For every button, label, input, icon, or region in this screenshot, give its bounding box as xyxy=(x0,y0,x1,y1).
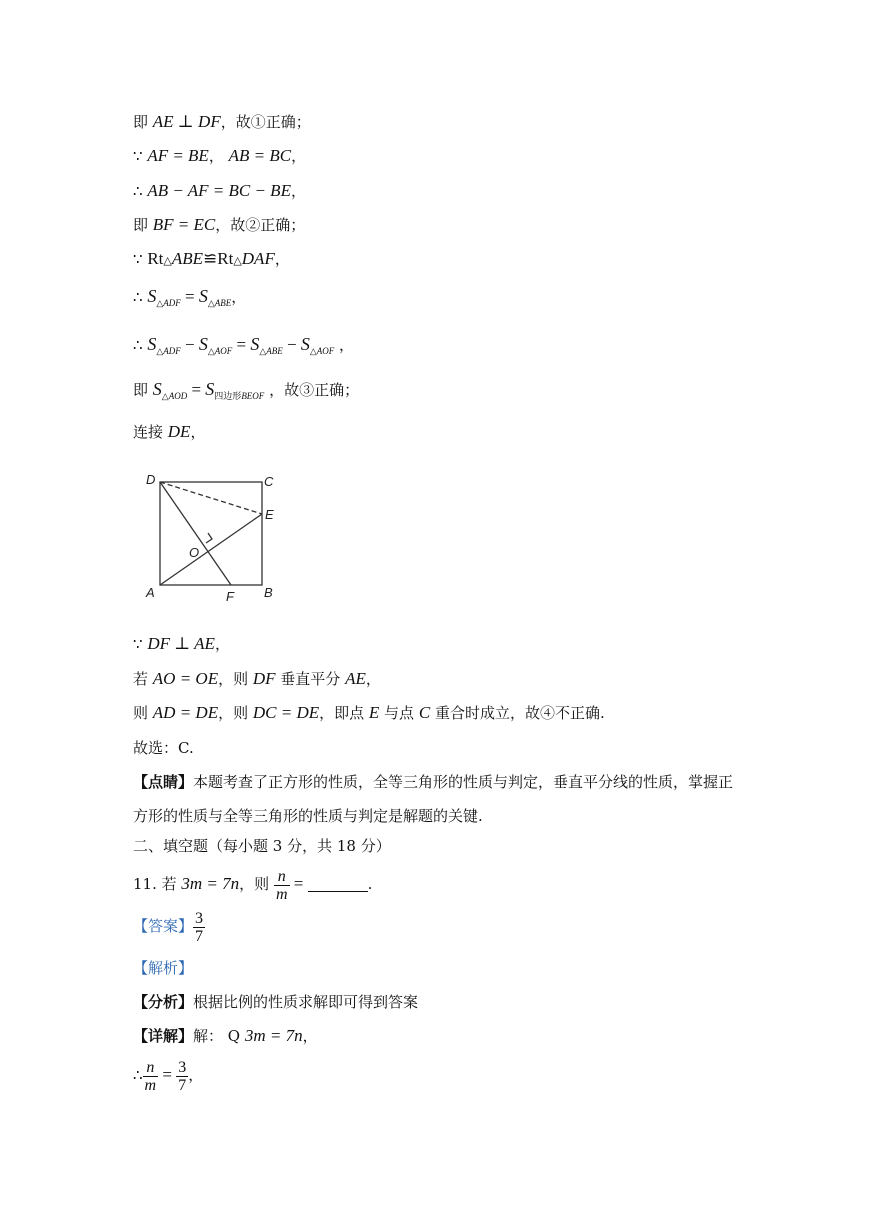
text-line: ∴ $S_{\triangle ADF} = S_{\triangle ABE}$， xyxy=(133,286,247,308)
label-f: F xyxy=(226,589,234,604)
square-abcd xyxy=(160,482,262,585)
text-line xyxy=(133,957,193,979)
text-line: 【详解】解： Q 3m = 7n， xyxy=(133,1026,318,1045)
label-b: B xyxy=(264,585,273,600)
text-line: 即 AE ⊥ DF，故①正确； xyxy=(133,112,311,131)
label-e: E xyxy=(265,507,274,522)
label-d: D xyxy=(146,472,156,487)
section-tag: 【分析】 xyxy=(133,993,194,1011)
text-line: 若 AO = OE，则 DF 垂直平分 AE， xyxy=(133,669,381,688)
text-line: 故选：C. xyxy=(133,739,194,757)
section-tag: 【详解】 xyxy=(133,1027,194,1045)
text-line: ∵ Rt△ABE≌Rt△DAF， xyxy=(133,249,290,268)
label-o: O xyxy=(189,545,200,560)
text-line: 即 BF = EC，故②正确； xyxy=(133,215,306,234)
section-tag: 【答案】 xyxy=(133,917,194,935)
section-tag: 【解析】 xyxy=(133,959,194,977)
answer-blank xyxy=(308,891,368,892)
text-line: 方形的性质与全等三角形的性质与判定是解题的关键. xyxy=(133,807,483,825)
right-angle-mark xyxy=(206,533,212,543)
text-line: ∴ $\frac{n}{m}$ = $\frac{3}{7}$ ， xyxy=(133,1058,204,1094)
section-heading: 二、填空题（每小题 3 分，共 18 分） xyxy=(133,837,391,855)
segment-de-dashed xyxy=(160,482,262,514)
text-line: 即 $S_{\triangle AOD} = S_{四边形BEOF}$ ，故③正确； xyxy=(133,379,360,401)
segment-ae xyxy=(160,514,262,585)
question-line: 11. 若 3m = 7n，则 $\frac{n}{m}$ = . xyxy=(133,867,373,903)
segment-df xyxy=(160,482,231,585)
text-line: ∵ AF = BE， AB = BC， xyxy=(133,146,307,165)
text-line: ∴ AB − AF = BC − BE， xyxy=(133,181,306,200)
label-c: C xyxy=(264,474,274,489)
text-line: 【点睛】本题考查了正方形的性质，全等三角形的性质与判定，垂直平分线的性质，掌握正 xyxy=(133,773,734,791)
text-line: ∵ DF ⊥ AE， xyxy=(133,634,230,653)
section-tag: 【点睛】 xyxy=(133,773,194,791)
answer-line: 【答案】 $\frac{3}{7}$ xyxy=(133,909,204,945)
text-line: 【分析】根据比例的性质求解即可得到答案 xyxy=(133,993,419,1011)
text-line: 则 AD = DE，则 DC = DE，即点 E 与点 C 重合时成立，故④不正确. xyxy=(133,703,605,722)
square-figure xyxy=(140,465,280,610)
text-line: ∴ $S_{\triangle ADF} - S_{\triangle AOF} = S_{\triangle ABE} - S_{\triangle AOF}$ ， xyxy=(133,334,355,356)
text-line: 连接 DE， xyxy=(133,422,206,441)
label-a: A xyxy=(146,585,155,600)
